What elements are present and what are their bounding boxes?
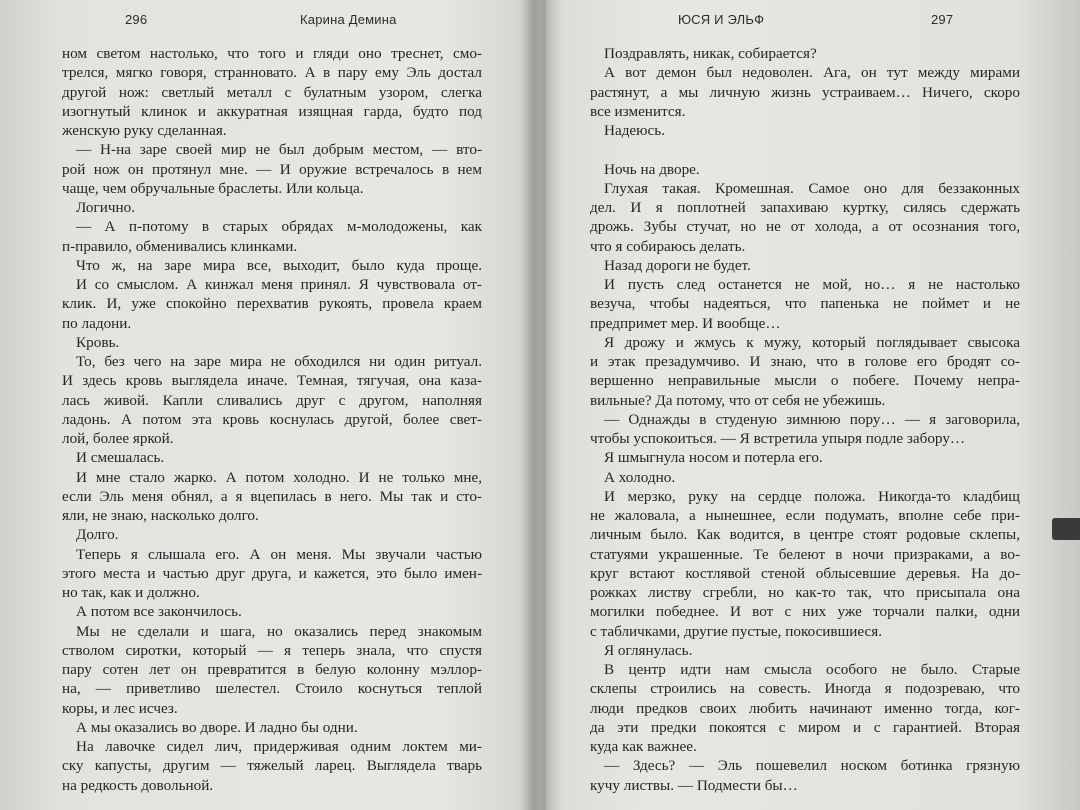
text-line: А мы оказались во дворе. И ладно бы одни.: [76, 718, 358, 736]
text-line: — Однажды в студеную зимнюю пору… — я заговорила,: [604, 410, 1020, 428]
text-line: другой нож: светлый металл с булатным узором, слегка: [62, 83, 482, 101]
text-line: ску капусты, другим — тяжелый ларец. Выглядела тварь: [62, 757, 482, 775]
text-line: Надеюсь.: [604, 122, 665, 139]
text-line: предпримет мер. И вообще…: [590, 314, 781, 332]
text-line: с табличками, другие пустые, покосившиеся.: [590, 622, 883, 640]
text-line: растянут, а мы личную жизнь устраиваем… Ничего, скоро: [590, 83, 1020, 101]
text-line: на, — приветливо шелестел. Стоило коснуться теплой: [62, 680, 482, 698]
text-line: если Эль меня обнял, а я вцепилась в него. Мы так и сто-: [62, 487, 482, 505]
text-line: Назад дороги не будет.: [604, 256, 751, 274]
text-line: Кровь.: [76, 333, 120, 351]
blank-line: [590, 140, 1020, 159]
text-line: Я оглянулась.: [604, 641, 693, 659]
text-line: И смешалась.: [76, 449, 165, 467]
text-line: — Здесь? — Эль пошевелил носком ботинка грязную: [604, 757, 1020, 775]
text-line: — А п-потому в старых обрядах м-молодожены, как: [76, 218, 482, 236]
text-line: И мерзко, руку на сердце положа. Никогда-то кладбищ: [604, 487, 1020, 505]
text-line: Я шмыгнула носом и потерла его.: [604, 449, 823, 467]
text-line: яли, не знаю, насколько долго.: [62, 507, 259, 524]
text-line: куда как важнее.: [590, 738, 697, 755]
text-line: клик. И, уже спокойно перехватив рукоять, провела краем: [62, 295, 482, 313]
text-line: по ладони.: [62, 314, 132, 332]
text-line: лась живой. Капли сливались друг с другом, наполняя: [62, 391, 482, 409]
text-line: Ночь на дворе.: [604, 160, 700, 178]
text-line: трелся, мягко говоря, странновато. А в пару ему Эль достал: [62, 64, 482, 82]
text-line: все изменится.: [590, 102, 686, 120]
text-line: И пусть след останется не мой, но… я не настолько: [604, 276, 1020, 293]
text-line: что я собираюсь делать.: [590, 237, 746, 255]
left-page-body: [62, 44, 482, 795]
text-line: Что ж, на заре мира все, выходит, было куда проще.: [76, 256, 482, 274]
text-line: статуями украшенные. Те белеют в ночи призраками, а во-: [590, 545, 1020, 563]
text-line: рой нож он протянул мне. — И оружие встречалось в нем: [62, 160, 482, 178]
text-line: Долго.: [76, 526, 119, 544]
text-line: п-правило, обменивались клинками.: [62, 237, 298, 255]
text-line: Мы не сделали и шага, но оказались перед знакомым: [76, 622, 482, 640]
text-line: этого места и частью друг друга, и кажется, это было имен-: [62, 564, 482, 582]
text-line: коры, и лес исчез.: [62, 699, 178, 717]
text-line: кучу листвы. — Подмести бы…: [590, 776, 798, 794]
text-line: — Н-на заре своей мир не был добрым местом, — вто-: [76, 141, 482, 159]
text-line: на редкость довольной.: [62, 776, 214, 794]
text-line: Логично.: [76, 199, 136, 216]
text-line: В центр идти нам смысла особого не было. Старые: [604, 661, 1020, 678]
bookmark-tab: [1052, 518, 1080, 540]
text-line: И со смыслом. А кинжал меня принял. Я чувствовала от-: [76, 276, 482, 293]
text-line: Глухая такая. Кромешная. Самое оно для беззаконных: [604, 179, 1020, 197]
text-line: могилки победнее. И вот с них уже торчали палки, одни: [590, 603, 1020, 621]
text-line: То, без чего на заре мира не обходился ни один ритуал.: [76, 353, 482, 370]
text-line: Теперь я слышала его. А он меня. Мы звучали частью: [76, 545, 482, 563]
text-line: чаще, чем обручальные браслеты. Или кольца.: [62, 179, 364, 197]
text-line: люди предков своих любить начинают именно тогда, ког-: [590, 699, 1020, 717]
text-line: склепы строились на совесть. Иногда я подозреваю, что: [590, 680, 1020, 698]
text-line: рожках листву сгребли, но как-то так, что присыпала она: [590, 584, 1020, 601]
text-line: личным было. Как водится, в центре стоят родовые склепы,: [590, 526, 1020, 544]
text-line: женскую руку сделанная.: [62, 122, 227, 139]
text-line: На лавочке сидел лич, придерживая одним локтем ми-: [76, 738, 482, 755]
text-line: И мне стало жарко. А потом холодно. И не только мне,: [76, 468, 482, 486]
text-line: дел. И я поплотней запахиваю куртку, силясь сдержать: [590, 199, 1020, 216]
text-line: да эти предки покоятся с миром и с гарантией. Вторая: [590, 718, 1020, 736]
text-line: Поздравлять, никак, собирается?: [604, 45, 817, 62]
text-line: А потом все закончилось.: [76, 603, 242, 621]
running-head-title: ЮСЯ И ЭЛЬФ: [678, 12, 765, 27]
text-line: везуча, чтобы надеяться, что папенька не поймет и не: [590, 295, 1020, 313]
text-line: лой, более яркой.: [62, 430, 174, 447]
text-line: вильные? Да потому, что от себя не убежишь.: [590, 391, 886, 409]
right-page-body: [590, 44, 1020, 795]
text-line: ном светом настолько, что того и гляди оно треснет, смо-: [62, 45, 482, 62]
text-line: вершенно неправильные мысли о побеге. Почему непра-: [590, 372, 1020, 390]
text-line: И здесь кровь выглядела иначе. Темная, тягучая, она каза-: [62, 372, 482, 390]
text-line: А холодно.: [604, 468, 676, 486]
text-line: стволом сиротки, который — я теперь знала, что спустя: [62, 641, 482, 659]
text-line: и этак презадумчиво. И знаю, что в голове его бродят со-: [590, 353, 1020, 370]
text-line: чтобы успокоиться. — Я встретила упыря подле забору…: [590, 430, 966, 447]
text-line: ладонь. А потом эта кровь коснулась другой, более свет-: [62, 410, 482, 428]
text-line: не жаловала, а нынешнее, если подумать, вполне себе при-: [590, 507, 1020, 524]
text-line: дрожь. Зубы стучат, но не от холода, а от осознания того,: [590, 218, 1020, 236]
page-number-left: 296: [125, 12, 148, 27]
text-line: изогнутый клинок и аккуратная изящная гарда, будто под: [62, 102, 482, 120]
text-line: но так, как и должно.: [62, 584, 200, 601]
running-head-author: Карина Демина: [300, 12, 397, 27]
page-number-right: 297: [931, 12, 954, 27]
text-line: круг встают костлявой стеной облысевшие деревья. На до-: [590, 564, 1020, 582]
text-line: А вот демон был недоволен. Ага, он тут между мирами: [604, 64, 1020, 82]
text-line: Я дрожу и жмусь к мужу, который поглядывает свысока: [604, 333, 1020, 351]
text-line: пару сотен лет он превратится в белую колонну мэллор-: [62, 661, 482, 678]
